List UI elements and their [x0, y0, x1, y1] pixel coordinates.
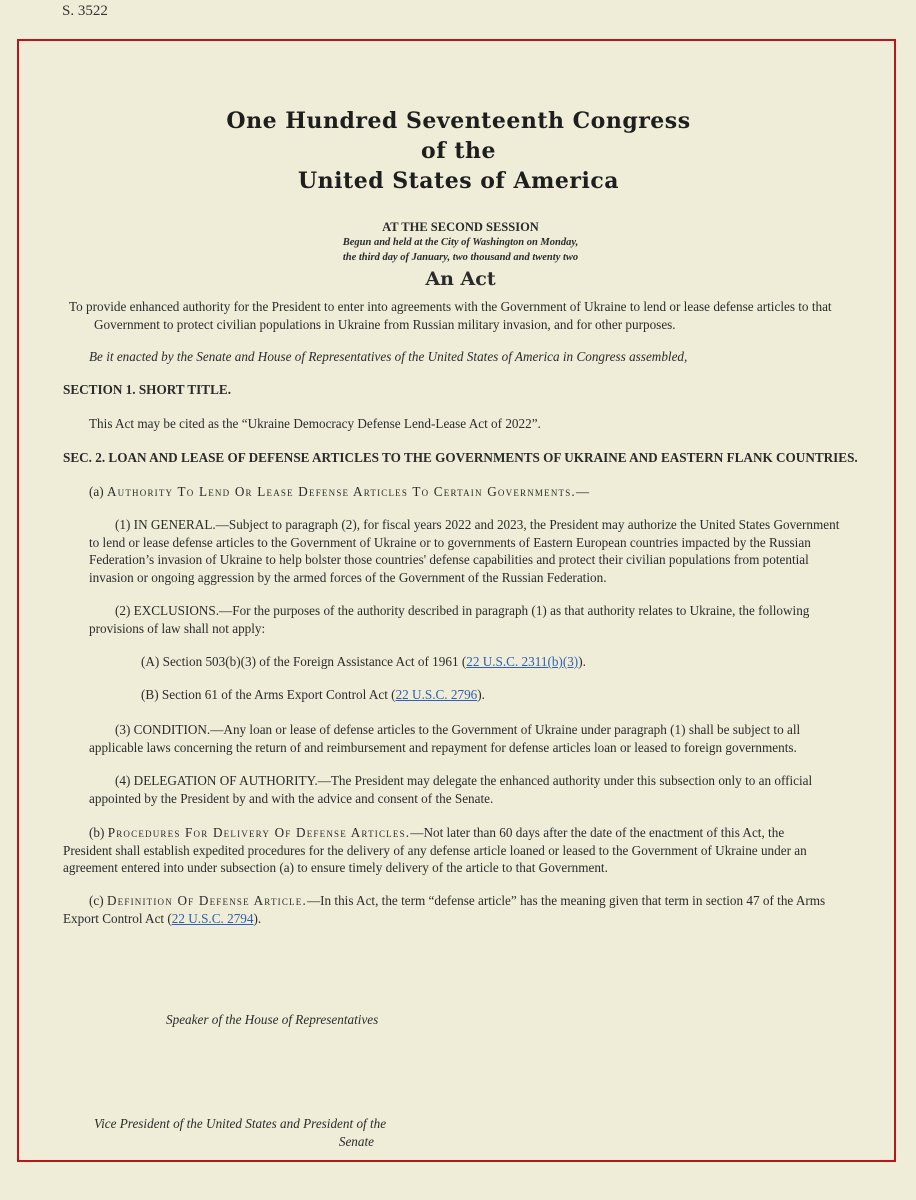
subsection-c-heading: Definition Of Defense Article.	[106, 893, 307, 908]
paragraph-2-label: (2) EXCLUSIONS.	[115, 603, 220, 618]
subsection-c-label: (c)	[89, 893, 107, 908]
congress-line-1: One Hundred Seventeenth Congress	[226, 108, 691, 134]
subsection-b-heading: Procedures For Delivery Of Defense Articles.	[107, 825, 411, 840]
session-block	[19, 219, 902, 265]
begun-line-2: the third day of January, two thousand and twenty two	[342, 252, 579, 263]
document-border	[17, 39, 896, 1162]
subsection-a	[89, 483, 590, 501]
vp-line-2: Senate	[338, 1133, 374, 1149]
vp-line-1: Vice President of the United States and President of the	[94, 1116, 387, 1131]
purpose-clause: To provide enhanced authority for the President to enter into agreements with the Government of Ukraine to lend or lease defense articles to that Government to protect civilian populations in Ukraine from Russian military invasion, and for other purposes.	[69, 299, 832, 332]
paragraph-2-text: —For the purposes of the authority described in paragraph (1) as that authority relates to Ukraine, the following provisions of law shall not apply:	[89, 603, 810, 636]
paragraph-1	[89, 516, 849, 586]
subsection-b	[63, 824, 833, 877]
subparagraph-b	[141, 686, 485, 704]
usc-2796-link[interactable]: 22 U.S.C. 2796	[395, 687, 478, 702]
an-act-title: An Act	[425, 268, 496, 290]
section-2-heading: SEC. 2. LOAN AND LEASE OF DEFENSE ARTICLES TO THE GOVERNMENTS OF UKRAINE AND EASTERN FLANK COUNTRIES.	[63, 450, 858, 465]
paragraph-3-text: —Any loan or lease of defense articles to the Government of Ukraine under paragraph (1) shall be subject to all applicable laws concerning the return of and reimbursement and repayment for defense articles loan or leased to foreign governments.	[89, 722, 801, 755]
begun-line-1: Begun and held at the City of Washington on Monday,	[342, 237, 579, 248]
paragraph-4	[89, 772, 849, 807]
section-1-heading: SECTION 1. SHORT TITLE.	[63, 382, 231, 397]
paragraph-1-text: —Subject to paragraph (2), for fiscal years 2022 and 2023, the President may authorize the United States Government to lend or lease defense articles to the Government of Ukraine or to governments of Eastern European countries impacted by the Russian Federation’s invasion of Ukraine to help bolster those countries' defense capabilities and protect their civilian populations from potential invasion or ongoing aggression by the armed forces of the Government of the Russian Federation.	[89, 517, 840, 585]
section-1-text: This Act may be cited as the “Ukraine Democracy Defense Lend-Lease Act of 2022”.	[89, 416, 541, 431]
subparagraph-a-end: ).	[578, 654, 586, 669]
congress-title	[19, 106, 898, 196]
paragraph-4-text: —The President may delegate the enhanced authority under this subsection only to an official appointed by the President by and with the advice and consent of the Senate.	[89, 773, 813, 806]
bill-number: S. 3522	[62, 3, 108, 19]
speaker-signature-label: Speaker of the House of Representatives	[166, 1012, 379, 1027]
subsection-c-text: —In this Act, the term “defense article” has the meaning given that term in section 47 of the Arms Export Control Act (	[63, 893, 826, 926]
subsection-b-label: (b)	[89, 825, 108, 840]
congress-line-3: United States of America	[298, 168, 619, 194]
paragraph-1-label: (1) IN GENERAL.	[115, 517, 216, 532]
subparagraph-b-end: ).	[477, 687, 485, 702]
subparagraph-a-text: (A) Section 503(b)(3) of the Foreign Assistance Act of 1961 (	[141, 654, 467, 669]
paragraph-3	[89, 721, 849, 756]
subsection-c	[63, 892, 833, 927]
subsection-c-end: ).	[253, 910, 262, 926]
paragraph-2	[89, 602, 849, 637]
vice-president-signature-label	[94, 1115, 387, 1150]
subsection-b-text: —Not later than 60 days after the date of the enactment of this Act, the President shall establish expedited procedures for the delivery of any defense article loaned or leased to the Government of Ukraine under an agreement entered into under subsection (a) to ensure timely delivery of the article to that Government.	[63, 825, 807, 875]
subsection-a-label: (a)	[89, 484, 107, 499]
subsection-a-heading: Authority To Lend Or Lease Defense Articles To Certain Governments.—	[106, 484, 591, 499]
usc-2794-link[interactable]: 22 U.S.C. 2794	[171, 910, 254, 926]
session-heading: AT THE SECOND SESSION	[382, 220, 539, 234]
enacting-clause: Be it enacted by the Senate and House of Representatives of the United States of America in Congress assembled,	[89, 349, 688, 364]
paragraph-4-label: (4) DELEGATION OF AUTHORITY.	[115, 773, 318, 788]
subparagraph-b-text: (B) Section 61 of the Arms Export Control Act (	[141, 687, 396, 702]
paragraph-3-label: (3) CONDITION.	[115, 722, 211, 737]
usc-2311-link[interactable]: 22 U.S.C. 2311(b)(3)	[466, 654, 579, 669]
subparagraph-a	[141, 653, 586, 671]
congress-line-2: of the	[421, 138, 496, 164]
